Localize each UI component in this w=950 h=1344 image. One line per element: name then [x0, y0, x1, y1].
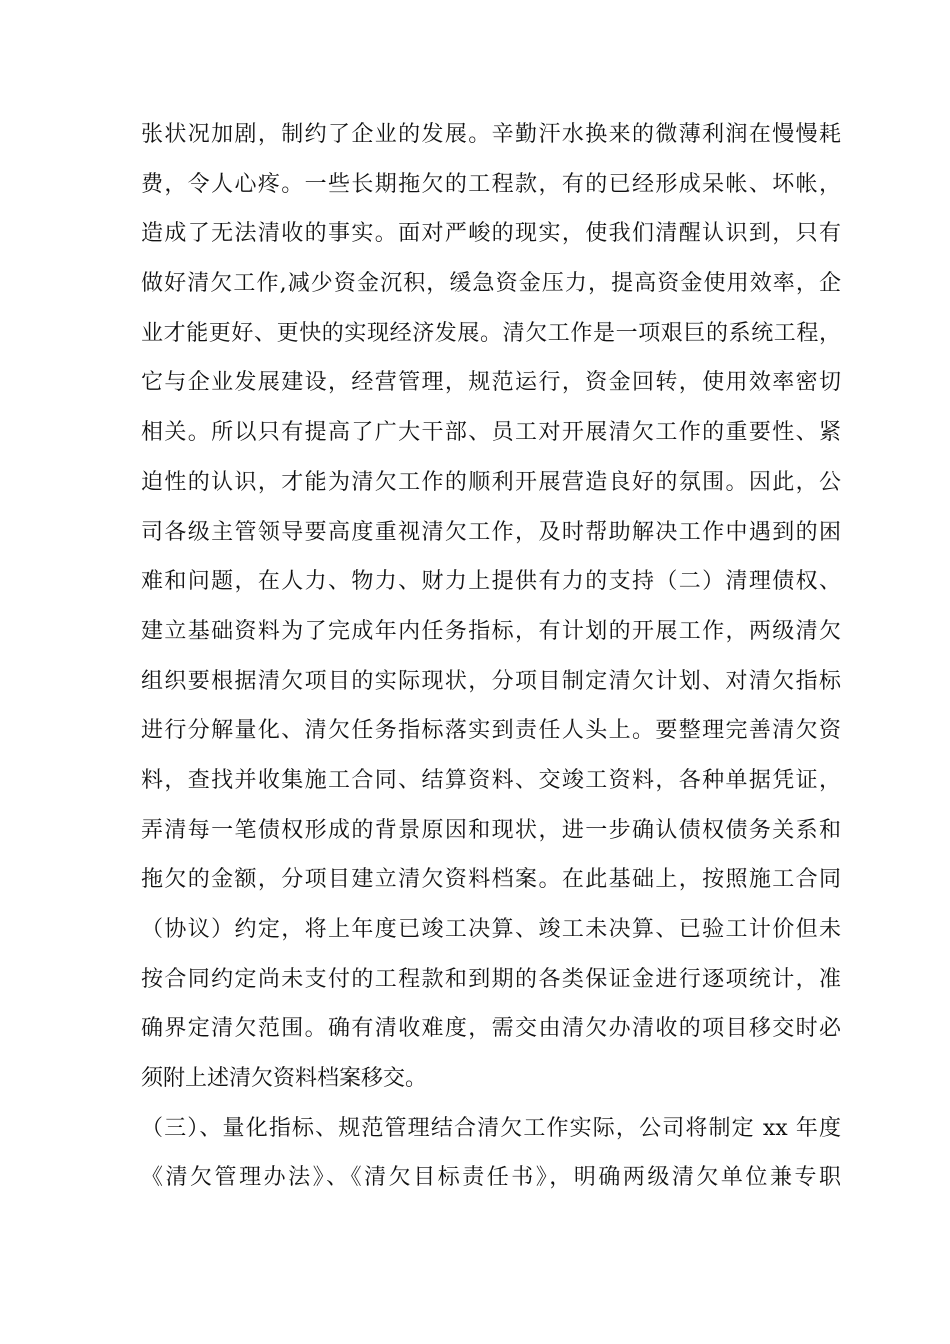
text-line: 司各级主管领导要高度重视清欠工作，及时帮助解决工作中遇到的困: [141, 519, 841, 545]
text-line: 业才能更好、更快的实现经济发展。清欠工作是一项艰巨的系统工程，: [141, 320, 841, 346]
text-line: 按合同约定尚未支付的工程款和到期的各类保证金进行逐项统计，准: [141, 966, 841, 992]
text-line: 料，查找并收集施工合同、结算资料、交竣工资料，各种单据凭证，: [141, 767, 841, 793]
text-line: 组织要根据清欠项目的实际现状，分项目制定清欠计划、对清欠指标: [141, 668, 841, 694]
text-line: 《清欠管理办法》、《清欠目标责任书》，明确两级清欠单位兼专职: [141, 1165, 841, 1191]
text-line: 它与企业发展建设，经营管理，规范运行，资金回转，使用效率密切: [141, 370, 841, 396]
text-line: 张状况加剧，制约了企业的发展。辛勤汗水换来的微薄利润在慢慢耗: [141, 122, 841, 147]
text-line: 造成了无法清收的事实。面对严峻的现实，使我们清醒认识到，只有: [141, 221, 841, 247]
text-line: 相关。所以只有提高了广大干部、员工对开展清欠工作的重要性、紧: [141, 420, 841, 446]
text-line: 确界定清欠范围。确有清收难度，需交由清欠办清收的项目移交时必: [141, 1016, 841, 1042]
text-line: 建立基础资料为了完成年内任务指标，有计划的开展工作，两级清欠: [141, 618, 841, 644]
text-line: 难和问题，在人力、物力、财力上提供有力的支持（二）清理债权、: [141, 569, 841, 595]
text-line: 拖欠的金额，分项目建立清欠资料档案。在此基础上，按照施工合同: [141, 867, 841, 893]
text-line: （三）、量化指标、规范管理结合清欠工作实际，公司将制定 xx 年度: [141, 1115, 841, 1141]
text-line: 迫性的认识，才能为清欠工作的顺利开展营造良好的氛围。因此，公: [141, 469, 841, 495]
text-line: 进行分解量化、清欠任务指标落实到责任人头上。要整理完善清欠资: [141, 718, 841, 744]
text-line: 做好清欠工作,减少资金沉积，缓急资金压力，提高资金使用效率，企: [141, 271, 841, 297]
text-line: 弄清每一笔债权形成的背景原因和现状，进一步确认债权债务关系和: [141, 817, 841, 843]
text-line-paragraph-end: 须附上述清欠资料档案移交。: [141, 1066, 428, 1092]
text-line: （协议）约定，将上年度已竣工决算、竣工未决算、已验工计价但未: [141, 917, 841, 942]
body-text: [141, 110, 841, 1203]
text-line: 费，令人心疼。一些长期拖欠的工程款，有的已经形成呆帐、坏帐，: [141, 171, 841, 197]
